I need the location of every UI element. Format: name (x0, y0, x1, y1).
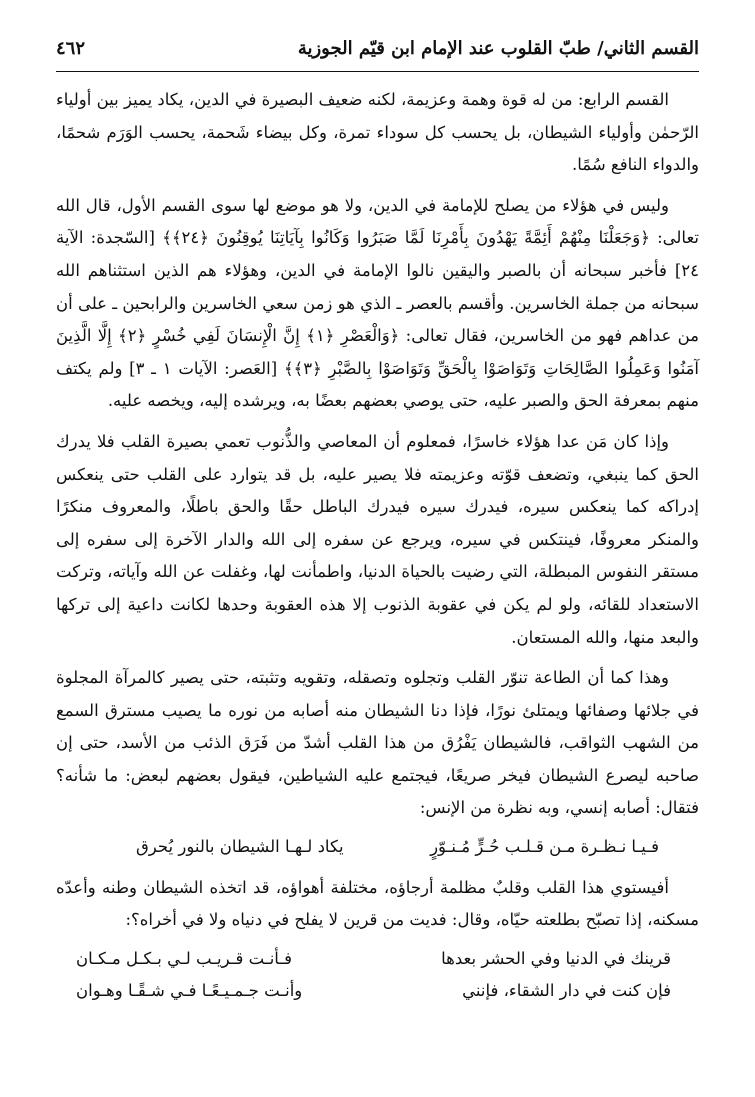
verse-first-hemistich: قرينك في الدنيا وفي الحشر بعدها (441, 948, 671, 968)
paragraph-1: القسم الرابع: من له قوة وهمة وعزيمة، لكنه ضعيف البصيرة في الدين، يكاد يميز بين أولياء الرّحمٰن وأولياء الشيطان، بل يحسب كل سوداء تمرة، وكل بيضاء شَحمة، يحسب الوَرَم شحمًا، والدواء النافع سُمًا. (56, 90, 699, 175)
verse-second-hemistich: فـأنـت قـريـب لـي بـكـل مـكـان (76, 948, 293, 968)
paragraph-2: وليس في هؤلاء من يصلح للإمامة في الدين، ولا هو موضع لها سوى القسم الأول، قال الله تعالى: ﴿وَجَعَلْنَا مِنْهُمْ أَئِمَّةً يَهْدُونَ بِأَمْرِنَا لَمَّا صَبَرُوا وَكَانُوا بِآيَاتِنَا يُوقِنُونَ ﴿٢٤﴾﴾ [السّجدة: الآية ٢٤] فأخبر سبحانه أن بالصبر واليقين نالوا الإمامة في الدين، وهؤلاء هم الذين استثناهم الله سبحانه من جملة الخاسرين. وأقسم بالعصر ـ الذي هو زمن سعي الخاسرين والرابحين ـ على أن من عداهم فهو من الخاسرين، فقال تعالى: ﴿وَالْعَصْرِ ﴿١﴾ إِنَّ الْإِنسَانَ لَفِي خُسْرٍ ﴿٢﴾ إِلَّا الَّذِينَ آمَنُوا وَعَمِلُوا الصَّالِحَاتِ وَتَوَاصَوْا بِالْحَقِّ وَتَوَاصَوْا بِالصَّبْرِ ﴿٣﴾﴾ [العَصر: الآيات ١ ـ ٣] ولم يكتف منهم بمعرفة الحق والصبر عليه، حتى يوصي بعضهم بعضًا به، ويرشده إليه، ويخصه عليه. (56, 195, 700, 411)
running-title: القسم الثاني/ طبّ القلوب عند الإمام ابن قيّم الجوزية (297, 38, 699, 59)
page-header (56, 28, 699, 72)
verse-second-hemistich: وأنـت جـمـيـعًـا فـي شـقًـا وهـوان (76, 981, 303, 1001)
verse-second-hemistich: يكاد لـهـا الشيطان بالنور يُحرق (136, 837, 344, 857)
verse-first-hemistich: فـيـا نـظـرة مـن قـلـب حُـرٍّ مُـنـوّرٍ (430, 837, 659, 857)
page-number: ٤٦٢ (56, 38, 86, 59)
header-rule (56, 71, 699, 72)
poem-block (56, 943, 699, 1008)
poem-verse (56, 943, 699, 976)
poem-verse (56, 975, 699, 1008)
paragraph-4: وهذا كما أن الطاعة تنوّر القلب وتجلوه وتصقله، وتقويه وتثبته، حتى يصير كالمرآة المجلوة في جلائها وصفائها ويمتلئ نورًا، فإذا دنا الشيطان منه أصابه من نوره ما يصيب مسترق السمع من الشهب الثواقب، فالشيطان يَفْرُق من هذا القلب أشدّ من فَرَق الذئب من الأسد، حتى إن صاحبه ليصرع الشيطان فيخر صريعًا، فيجتمع عليه الشياطين، فيقول بعضهم لبعض: ما شأنه؟ فتقال: أصابه إنسي، وبه نظرة من الإنس: (56, 668, 699, 818)
verse-first-hemistich: فإن كنت في دار الشقاء، فإنني (462, 981, 671, 1001)
page-body (56, 84, 699, 1008)
poem-verse (56, 831, 699, 864)
paragraph-5: أفيستوي هذا القلب وقلبٌ مظلمة أرجاؤه، مختلفة أهواؤه، قد اتخذه الشيطان وطنه وأعدّه مسكنه، إذا تصبّح بطلعته حيّاه، وقال: فديت من قرين لا يفلح في دنياه ولا في أخراه؟: (56, 877, 699, 930)
paragraph-3: وإذا كان مَن عدا هؤلاء خاسرًا، فمعلوم أن المعاصي والذُّنوب تعمي بصيرة القلب فلا يدرك الحق كما ينبغي، وتضعف قوّته وعزيمته فلا يصير عليه، بل قد يتوارد على القلب حتى ينعكس إدراكه كما ينعكس سيره، فيدرك سيره فيدرك الباطل حقًا والحق باطلًا، والمعروف منكرًا والمنكر معروفًا، فينتكس في سيره، ويرجع عن سفره إلى الله والدار الآخرة إلى سفره إلى مستقر النفوس المبطلة، التي رضيت بالحياة الدنيا، واطمأنت لها، وغفلت عن الله وآياته، وتركت الاستعداد للقائه، ولو لم يكن في عقوبة الذنوب إلا هذه العقوبة وحدها لكانت داعية إلى تركها والبعد منها، والله المستعان. (56, 431, 699, 647)
